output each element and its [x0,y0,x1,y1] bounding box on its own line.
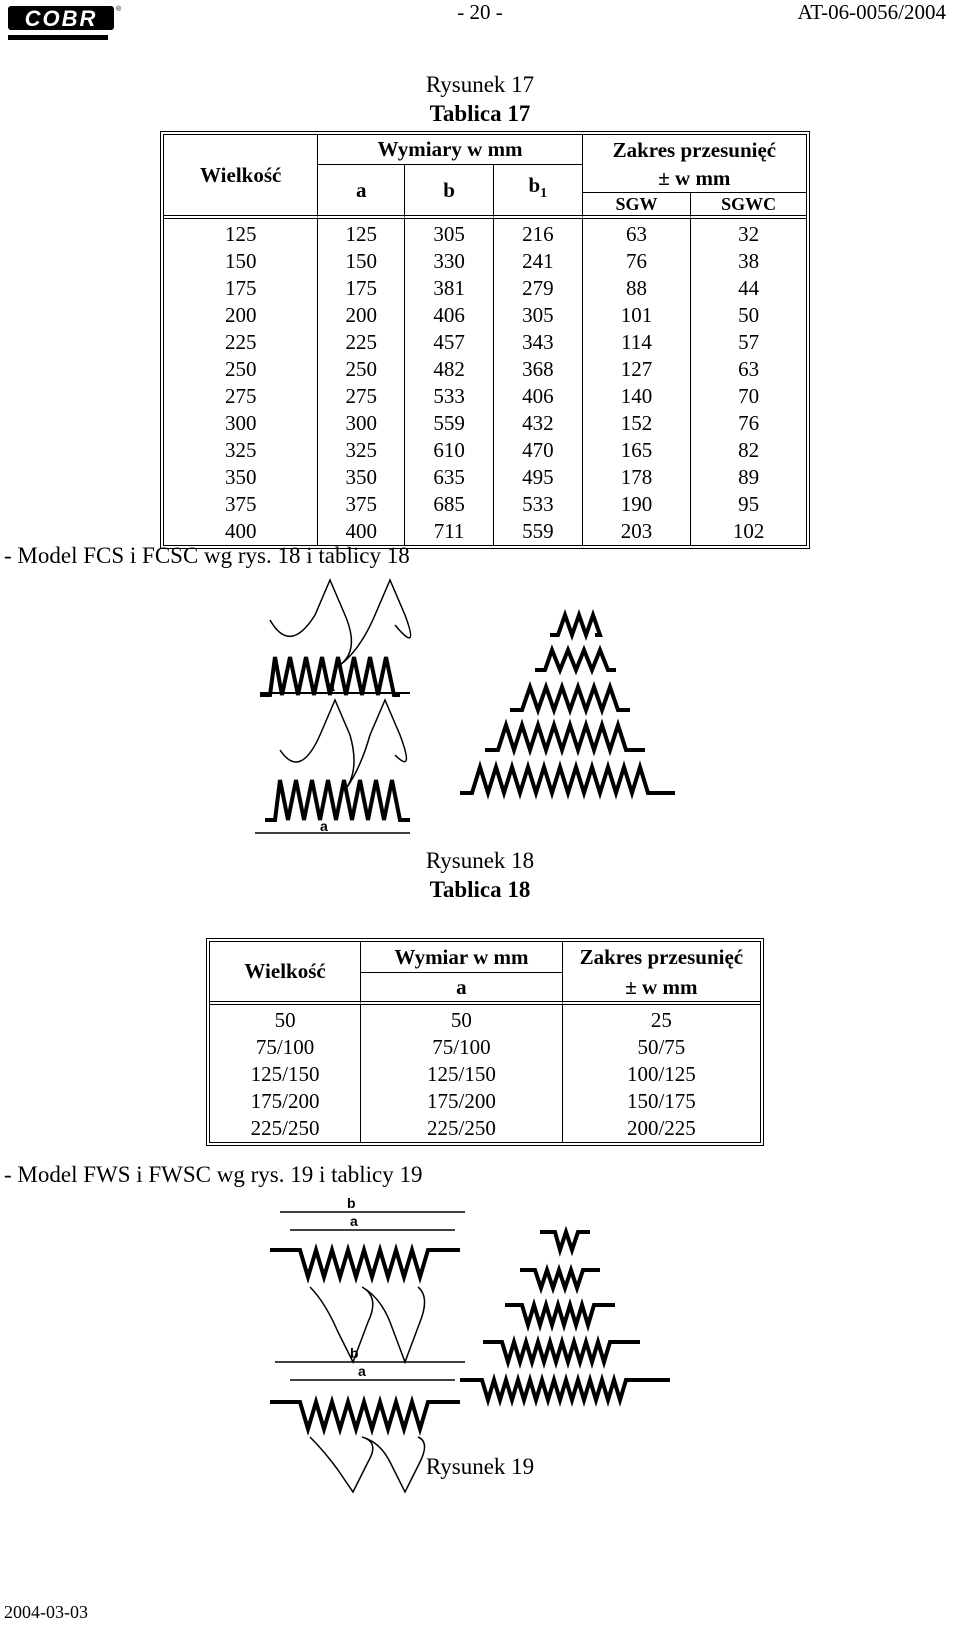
table-cell: 63 [582,219,691,248]
table-cell: 225 [224,330,257,354]
table-cell: 635 [404,464,493,491]
table-cell: 175/200 [360,1088,562,1115]
table-cell: 25 [562,1005,760,1034]
footer-date: 2004-03-03 [4,1602,88,1622]
table-cell: 300 [317,410,404,437]
svg-text:b: b [347,1195,356,1211]
table-cell: 150/175 [562,1088,760,1115]
table-row [164,302,806,329]
header-range: Zakres przesunięć [582,135,806,165]
table-cell: 225 [317,329,404,356]
svg-text:b: b [350,1345,359,1361]
table-cell: 50 [360,1005,562,1034]
table-cell: 279 [493,275,582,302]
table-row [210,1005,760,1034]
table-cell: 175/200 [250,1089,320,1113]
table-row [210,1088,760,1115]
table-cell: 75/100 [360,1034,562,1061]
svg-text:a: a [358,1363,366,1379]
table-cell: 50/75 [562,1034,760,1061]
figure-18-drawing [250,575,700,840]
table-cell: 178 [582,464,691,491]
table-cell: 470 [493,437,582,464]
header-b: b [404,165,493,219]
table-row [164,464,806,491]
table-cell: 495 [493,464,582,491]
table-row [164,219,806,248]
table-cell: 125/150 [360,1061,562,1088]
svg-text:a: a [350,1213,358,1229]
figure-18-caption: Rysunek 18 [425,848,535,873]
header-b1: $b_1$ [493,165,582,219]
table-cell: 241 [493,248,582,275]
table-cell: 325 [224,438,257,462]
header-range-unit: ± w mm [582,165,806,193]
table-cell: 102 [690,518,806,545]
page-number: - 20 - [457,0,503,24]
table-cell: 190 [582,491,691,518]
svg-text:COBR: COBR [24,6,98,31]
table-18-title: Tablica 18 [429,877,531,902]
svg-text:a: a [320,818,328,834]
table-cell: 200 [224,303,257,327]
table-cell: 711 [404,518,493,545]
table-cell: 533 [404,383,493,410]
table-cell: 165 [582,437,691,464]
svg-text:®: ® [116,6,122,13]
table-cell: 610 [404,437,493,464]
header-sgw: SGW [582,193,691,219]
header-range: Zakres przesunięć [562,942,760,973]
table-cell: 175 [317,275,404,302]
table-cell: 350 [317,464,404,491]
table-row [164,356,806,383]
table-cell: 127 [582,356,691,383]
table-cell: 101 [582,302,691,329]
table-cell: 89 [690,464,806,491]
table-cell: 482 [404,356,493,383]
table-cell: 685 [404,491,493,518]
table-cell: 325 [317,437,404,464]
table-row [164,275,806,302]
table-cell: 200 [317,302,404,329]
table-cell: 432 [493,410,582,437]
table-cell: 125/150 [250,1062,320,1086]
table-cell: 275 [224,384,257,408]
table-cell: 375 [224,492,257,516]
table-cell: 368 [493,356,582,383]
table-cell: 225/250 [250,1116,320,1140]
table-cell: 75/100 [255,1035,315,1059]
table-cell: 140 [582,383,691,410]
figure-17-caption: Rysunek 17 [425,72,535,97]
header-dimension: Wymiar w mm [360,942,562,973]
table-row [164,518,806,545]
table-cell: 330 [404,248,493,275]
table-cell: 88 [582,275,691,302]
table-cell: 381 [404,275,493,302]
table-cell: 533 [493,491,582,518]
table-cell: 125 [317,219,404,248]
table-cell: 300 [224,411,257,435]
header-a: a [360,973,562,1005]
header-size: Wielkość [164,135,317,219]
table-cell: 63 [690,356,806,383]
table-cell: 175 [224,276,257,300]
table-cell: 38 [690,248,806,275]
table-cell: 343 [493,329,582,356]
table-cell: 305 [493,302,582,329]
table-cell: 275 [317,383,404,410]
document-code: AT-06-0056/2004 [797,0,946,24]
table-cell: 32 [690,219,806,248]
table-row [164,410,806,437]
table-cell: 114 [582,329,691,356]
header-a: a [317,165,404,219]
table-17 [160,131,810,549]
figure-19-caption: Rysunek 19 [425,1454,535,1479]
table-cell: 70 [690,383,806,410]
table-row [164,437,806,464]
table-cell: 200/225 [562,1115,760,1142]
table-cell: 250 [317,356,404,383]
table-cell: 76 [582,248,691,275]
table-17-title: Tablica 17 [429,101,531,126]
table-cell: 150 [224,249,257,273]
table-row [210,1115,760,1142]
table-cell: 559 [493,518,582,545]
table-cell: 100/125 [562,1061,760,1088]
table-row [164,248,806,275]
note-model-fcs: - Model FCS i FCSC wg rys. 18 i tablicy 18 [4,543,410,568]
table-cell: 375 [317,491,404,518]
table-cell: 57 [690,329,806,356]
table-cell: 44 [690,275,806,302]
table-cell: 82 [690,437,806,464]
header-dimensions: Wymiary w mm [317,135,581,165]
table-cell: 125 [224,222,257,246]
table-row [164,491,806,518]
table-cell: 400 [224,519,257,543]
table-cell: 406 [404,302,493,329]
table-cell: 225/250 [360,1115,562,1142]
table-cell: 50 [274,1008,296,1032]
table-row [164,383,806,410]
table-cell: 350 [224,465,257,489]
header-range-unit: ± w mm [562,973,760,1005]
table-cell: 50 [690,302,806,329]
svg-text:a: a [327,678,335,694]
table-cell: 95 [690,491,806,518]
header-sgwc: SGWC [690,193,806,219]
table-cell: 250 [224,357,257,381]
table-row [210,1061,760,1088]
table-cell: 457 [404,329,493,356]
table-cell: 559 [404,410,493,437]
table-18 [206,938,764,1146]
table-cell: 203 [582,518,691,545]
table-row [164,329,806,356]
table-cell: 76 [690,410,806,437]
cobr-logo [6,2,124,46]
table-cell: 216 [493,219,582,248]
table-cell: 150 [317,248,404,275]
table-cell: 152 [582,410,691,437]
header-size: Wielkość [210,942,360,1005]
table-cell: 305 [404,219,493,248]
table-cell: 406 [493,383,582,410]
table-row [210,1034,760,1061]
note-model-fws: - Model FWS i FWSC wg rys. 19 i tablicy 19 [4,1162,423,1187]
table-cell: 400 [317,518,404,545]
